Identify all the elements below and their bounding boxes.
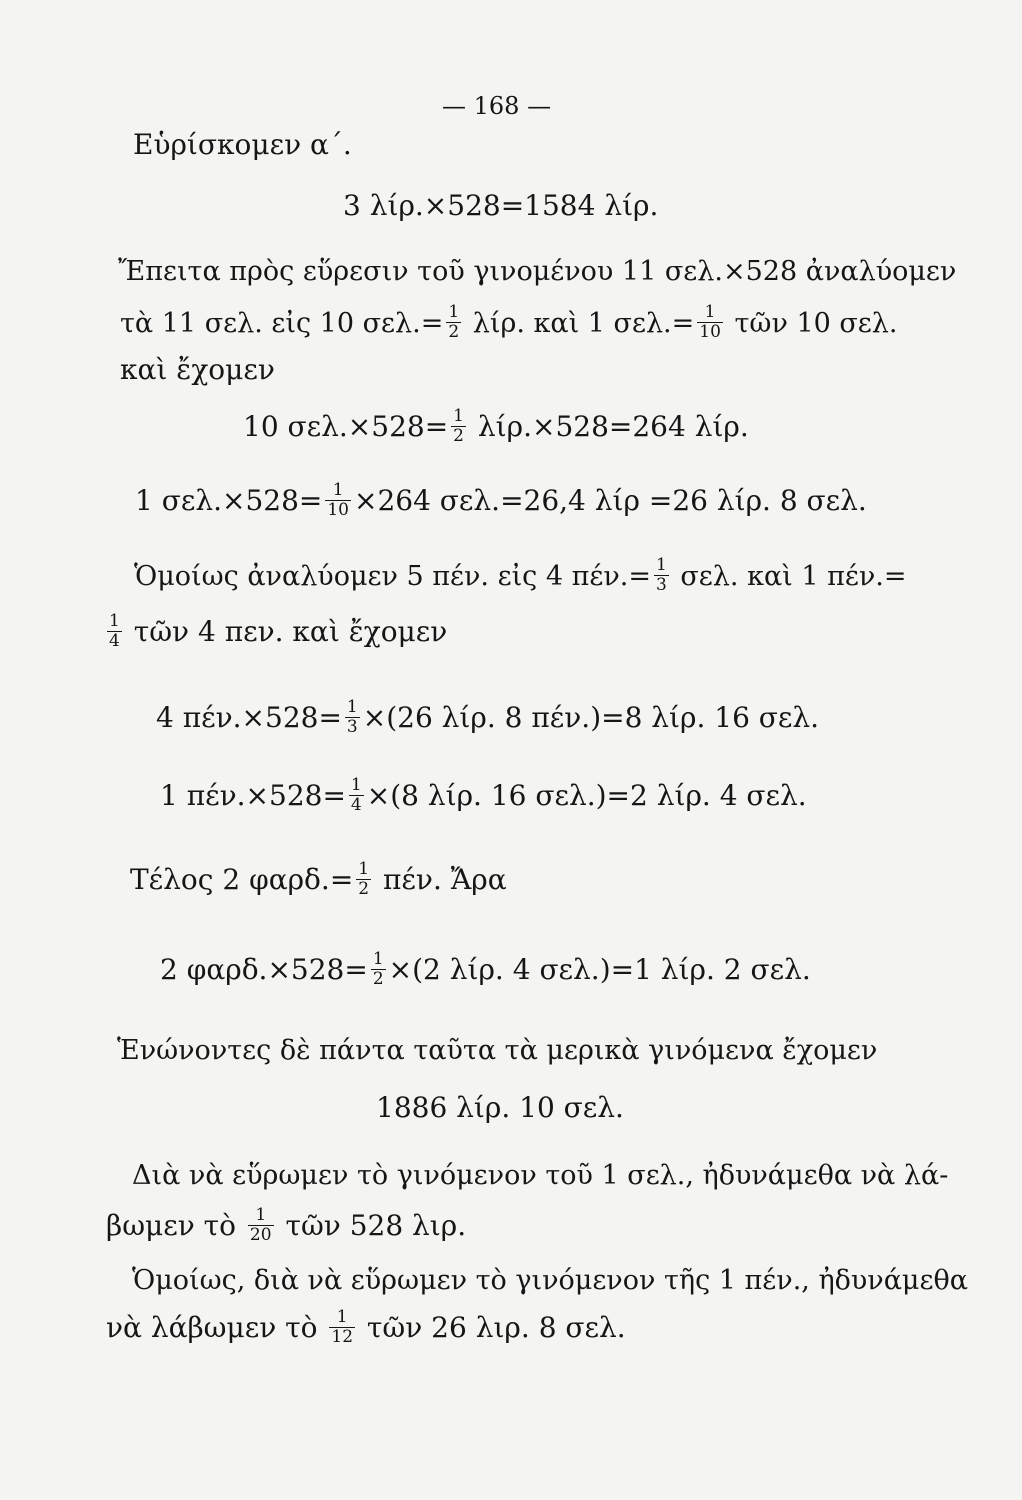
text-line: Εὑρίσκομεν α΄. [133,128,352,161]
text-segment: ×(8 λίρ. 16 σελ.)=2 λίρ. 4 σελ. [366,779,807,812]
fraction-numerator: 1 [109,611,120,631]
text-segment: 4 πέν.×528= [156,701,342,734]
fraction-denominator: 3 [346,717,358,737]
fraction [446,303,461,342]
text-segment: τῶν 4 πεν. καὶ ἔχομεν [124,615,448,648]
text-segment: ×264 σελ.=26,4 λίρ =26 λίρ. 8 σελ. [354,484,867,517]
fraction-denominator: 10 [327,500,349,520]
fraction-denominator: 4 [350,795,362,815]
text-line [106,1307,626,1349]
fraction-numerator: 1 [336,1307,348,1327]
fraction-numerator: 1 [255,1205,267,1225]
text-segment: τῶν 528 λιρ. [276,1209,467,1242]
text-segment: τῶν 10 σελ. [725,308,898,339]
text-line: καὶ ἔχομεν [120,353,275,386]
fraction [371,950,386,989]
text-segment: τῶν 26 λιρ. 8 σελ. [358,1311,626,1344]
text-line [134,555,907,597]
text-segment: Ὁμοίως ἀναλύομεν 5 πέν. εἰς 4 πέν.= [134,561,651,592]
fraction-denominator: 20 [249,1225,272,1245]
equation-line [156,697,820,739]
text-line [106,1205,467,1247]
fraction-numerator: 1 [655,555,667,575]
fraction [345,698,360,737]
fraction [697,303,723,342]
fraction [349,776,364,815]
equation-line [243,406,749,448]
fraction-denominator: 2 [453,426,464,446]
text-segment: 1 σελ.×528= [135,484,323,517]
text-line: Ὁμοίως, διὰ νὰ εὕρωμεν τὸ γινόμενον τῆς 1 πέν., ἠδυνάμεθα [132,1265,968,1296]
text-line: Διὰ νὰ εὕρωμεν τὸ γινόμενον τοῦ 1 σελ., ἠδυνάμεθα νὰ λά- [132,1160,949,1191]
fraction-numerator: 1 [350,775,362,795]
text-line: Ἑνώνοντες δὲ πάντα ταῦτα τὰ μερικὰ γινόμενα ἔχομεν [117,1035,878,1066]
page-number: — 168 — [442,92,552,120]
fraction-denominator: 2 [448,322,460,342]
fraction-denominator: 2 [372,969,384,989]
equation-line: 3 λίρ.×528=1584 λίρ. [343,189,659,222]
equation-line [160,949,811,991]
equation-line [135,480,867,522]
text-line [130,859,507,901]
fraction [654,556,669,595]
fraction-numerator: 1 [346,697,358,717]
text-segment: τὰ 11 σελ. εἰς 10 σελ.= [120,308,444,339]
fraction [356,860,371,899]
fraction [248,1206,274,1245]
fraction [325,481,351,520]
text-segment: Τέλος 2 φαρδ.= [130,863,354,896]
fraction-denominator: 2 [358,879,370,899]
text-segment: 1 πέν.×528= [160,779,346,812]
text-segment: βωμεν τὸ [106,1209,245,1242]
equation-line [160,775,807,817]
fraction-denominator: 10 [699,322,721,342]
fraction-numerator: 1 [372,949,384,969]
fraction [451,407,466,446]
text-segment: 2 φαρδ.×528= [160,953,368,986]
fraction-numerator: 1 [358,859,370,879]
fraction-numerator: 1 [448,302,460,322]
fraction-numerator: 1 [453,406,464,426]
fraction [329,1308,355,1347]
fraction-numerator: 1 [332,480,344,500]
text-segment: λίρ. καὶ 1 σελ.= [464,308,695,339]
fraction-numerator: 1 [704,302,716,322]
fraction [107,612,122,651]
result-line: 1886 λίρ. 10 σελ. [376,1091,624,1124]
text-segment: πέν. Ἄρα [374,863,507,896]
text-segment: λίρ.×528=264 λίρ. [469,410,749,443]
fraction-denominator: 12 [331,1327,354,1347]
text-segment: ×(2 λίρ. 4 σελ.)=1 λίρ. 2 σελ. [388,953,811,986]
fraction-denominator: 4 [109,631,120,651]
text-line: Ἔπειτα πρὸς εὕρεσιν τοῦ γινομένου 11 σελ.×528 ἀναλύομεν [118,256,957,287]
text-segment: 10 σελ.×528= [243,410,449,443]
text-segment: ×(26 λίρ. 8 πέν.)=8 λίρ. 16 σελ. [362,701,820,734]
text-line [104,611,448,653]
fraction-denominator: 3 [655,575,667,595]
text-segment: σελ. καὶ 1 πέν.= [671,561,907,592]
text-line [120,302,898,344]
text-segment: νὰ λάβωμεν τὸ [106,1311,327,1344]
